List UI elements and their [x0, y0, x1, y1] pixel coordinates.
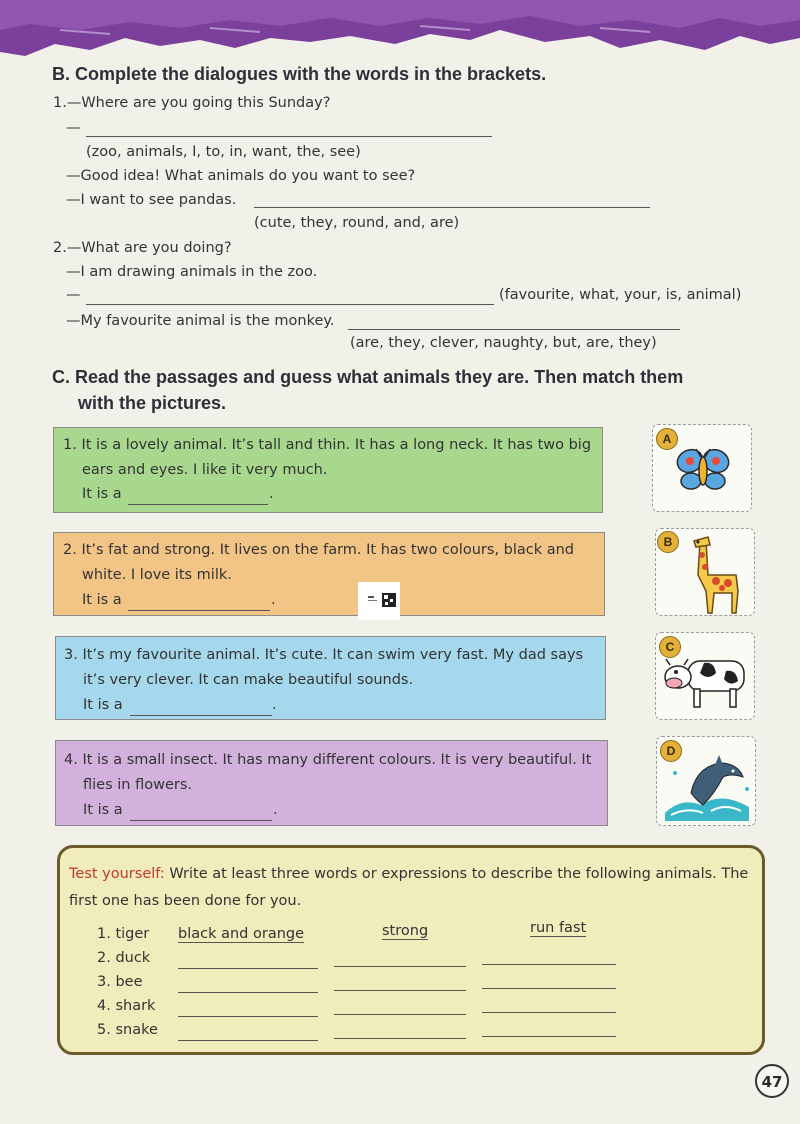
- animal-shark: 4. shark: [97, 998, 156, 1014]
- b1-question: 1.—Where are you going this Sunday?: [53, 95, 331, 111]
- test-instruction-text: Write at least three words or expressions to describe the following animals. The: [164, 866, 749, 882]
- shark-blank-1[interactable]: [178, 1016, 318, 1017]
- b1-hint: (zoo, animals, I, to, in, want, the, see): [86, 144, 361, 160]
- passage-3-box: [55, 636, 606, 720]
- purple-mountain-banner: [0, 0, 800, 70]
- bee-blank-1[interactable]: [178, 992, 318, 993]
- picture-a-badge: A: [656, 428, 678, 450]
- bee-blank-3[interactable]: [482, 988, 616, 989]
- passage-4-period: .: [273, 802, 278, 818]
- animal-duck: 2. duck: [97, 950, 151, 966]
- passage-1-answer-label: It is a: [82, 486, 122, 502]
- passage-1-period: .: [269, 486, 274, 502]
- passage-2-answer-label: It is a: [82, 592, 122, 608]
- animal-snake: 5. snake: [97, 1022, 158, 1038]
- passage-3-period: .: [272, 697, 277, 713]
- duck-blank-3[interactable]: [482, 964, 616, 965]
- b2-dash: —: [66, 287, 81, 303]
- tiger-word-3: run fast: [530, 920, 587, 936]
- b1-reply: —Good idea! What animals do you want to see?: [66, 168, 416, 184]
- snake-blank-3[interactable]: [482, 1036, 616, 1037]
- giraffe-icon: [686, 535, 746, 615]
- picture-b-badge: B: [657, 531, 679, 553]
- b2-question: 2.—What are you doing?: [53, 240, 232, 256]
- butterfly-icon: [673, 441, 733, 501]
- passage-1-answer-line[interactable]: [128, 504, 268, 505]
- passage-2-line2: white. I love its milk.: [82, 567, 232, 583]
- test-yourself-box: [57, 845, 765, 1055]
- passage-3-answer-label: It is a: [83, 697, 123, 713]
- passage-1-line1: 1. It is a lovely animal. It’s tall and thin. It has a long neck. It has two big: [63, 437, 592, 453]
- b2-answer-line-2[interactable]: [348, 329, 680, 330]
- picture-c-badge: C: [659, 636, 681, 658]
- passage-1-box: [53, 427, 603, 513]
- passage-4-box: [55, 740, 608, 826]
- picture-d-badge: D: [660, 740, 682, 762]
- passage-3-answer-line[interactable]: [130, 715, 272, 716]
- qr-code-icon: [358, 582, 400, 620]
- test-instruction-line2: first one has been done for you.: [69, 893, 302, 909]
- passage-3-line2: it’s very clever. It can make beautiful sounds.: [83, 672, 414, 688]
- bee-blank-2[interactable]: [334, 990, 466, 991]
- b1-answer-line-2[interactable]: [254, 207, 650, 208]
- b1-answer-line[interactable]: [86, 136, 492, 137]
- passage-4-line2: flies in flowers.: [83, 777, 192, 793]
- b1-hint-2: (cute, they, round, and, are): [254, 215, 460, 231]
- snake-blank-2[interactable]: [334, 1038, 466, 1039]
- animal-bee: 3. bee: [97, 974, 143, 990]
- page-number: 47: [755, 1064, 789, 1098]
- b2-answer-line[interactable]: [86, 304, 494, 305]
- passage-3-line1: 3. It’s my favourite animal. It’s cute. It can swim very fast. My dad says: [64, 647, 584, 663]
- b2-hint: (favourite, what, your, is, animal): [499, 287, 742, 303]
- snake-blank-1[interactable]: [178, 1040, 318, 1041]
- passage-4-line1: 4. It is a small insect. It has many different colours. It is very beautiful. It: [64, 752, 592, 768]
- dolphin-icon: [661, 753, 753, 825]
- passage-2-line1: 2. It’s fat and strong. It lives on the farm. It has two colours, black and: [63, 542, 575, 558]
- shark-blank-2[interactable]: [334, 1014, 466, 1015]
- shark-blank-3[interactable]: [482, 1012, 616, 1013]
- b1-pandas: —I want to see pandas.: [66, 192, 237, 208]
- b2-hint-2: (are, they, clever, naughty, but, are, they): [350, 335, 657, 351]
- test-instruction-line1: [69, 866, 748, 882]
- b2-reply: —I am drawing animals in the zoo.: [66, 264, 318, 280]
- b2-monkey: —My favourite animal is the monkey.: [66, 313, 335, 329]
- passage-2-period: .: [271, 592, 276, 608]
- qr-code: [358, 582, 400, 620]
- animal-tiger: 1. tiger: [97, 926, 150, 942]
- cow-icon: [664, 653, 748, 713]
- section-c-heading-line2: with the pictures.: [78, 393, 227, 413]
- tiger-word-2: strong: [382, 923, 429, 939]
- section-c-heading-line1: C. Read the passages and guess what animals they are. Then match them: [52, 367, 684, 387]
- section-b-heading: B. Complete the dialogues with the words in the brackets.: [52, 64, 547, 84]
- b1-dash: —: [66, 120, 81, 136]
- test-yourself-label: Test yourself:: [69, 866, 165, 882]
- passage-1-line2: ears and eyes. I like it very much.: [82, 462, 328, 478]
- duck-blank-2[interactable]: [334, 966, 466, 967]
- passage-4-answer-line[interactable]: [130, 820, 272, 821]
- tiger-word-1: black and orange: [178, 926, 305, 942]
- passage-2-answer-line[interactable]: [128, 610, 270, 611]
- passage-4-answer-label: It is a: [83, 802, 123, 818]
- duck-blank-1[interactable]: [178, 968, 318, 969]
- passage-2-box: [53, 532, 605, 616]
